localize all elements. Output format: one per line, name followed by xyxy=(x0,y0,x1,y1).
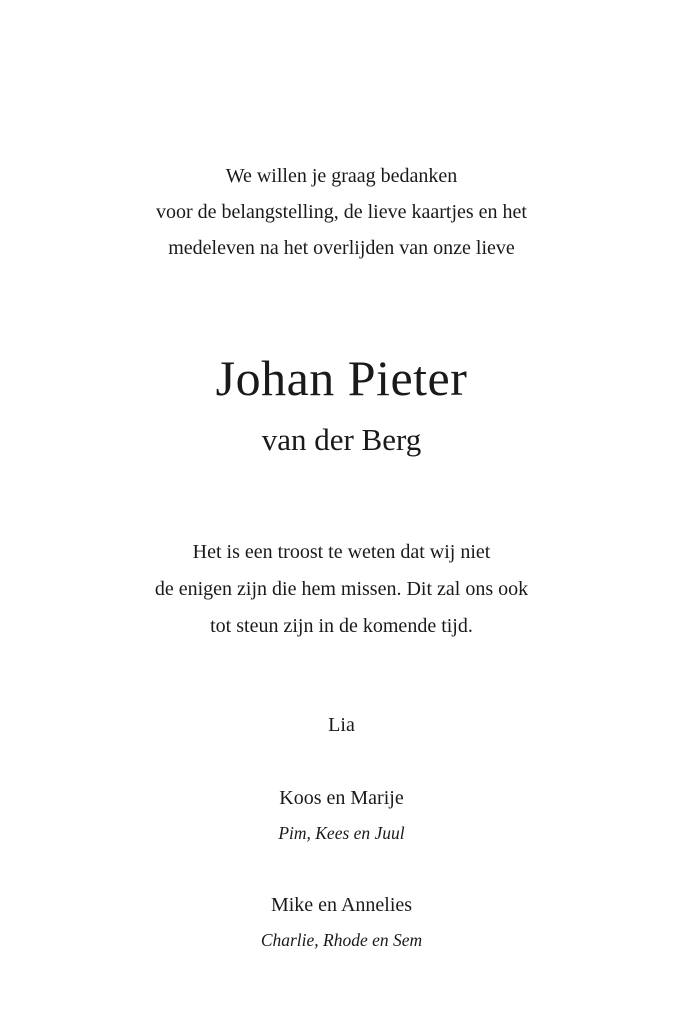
signature-name: Mike en Annelies xyxy=(270,894,413,916)
intro-line: medeleven na het overlijden van onze lieve xyxy=(168,237,515,259)
deceased-surname: van der Berg xyxy=(261,422,422,457)
signature-name: Koos en Marije xyxy=(279,787,404,809)
comfort-line: tot steun zijn in de komende tijd. xyxy=(210,615,473,637)
signature-name: Lia xyxy=(328,714,355,736)
comfort-line: de enigen zijn die hem missen. Dit zal ons ook xyxy=(154,578,529,600)
comfort-line: Het is een troost te weten dat wij niet xyxy=(192,541,491,563)
deceased-first-names: Johan Pieter xyxy=(215,350,468,406)
intro-line: We willen je graag bedanken xyxy=(225,165,458,187)
signature-children: Charlie, Rhode en Sem xyxy=(260,930,423,950)
signature-children: Pim, Kees en Juul xyxy=(278,823,405,843)
intro-text xyxy=(0,158,683,266)
comfort-text xyxy=(0,534,683,645)
intro-line: voor de belangstelling, de lieve kaartjes en het xyxy=(156,201,527,223)
